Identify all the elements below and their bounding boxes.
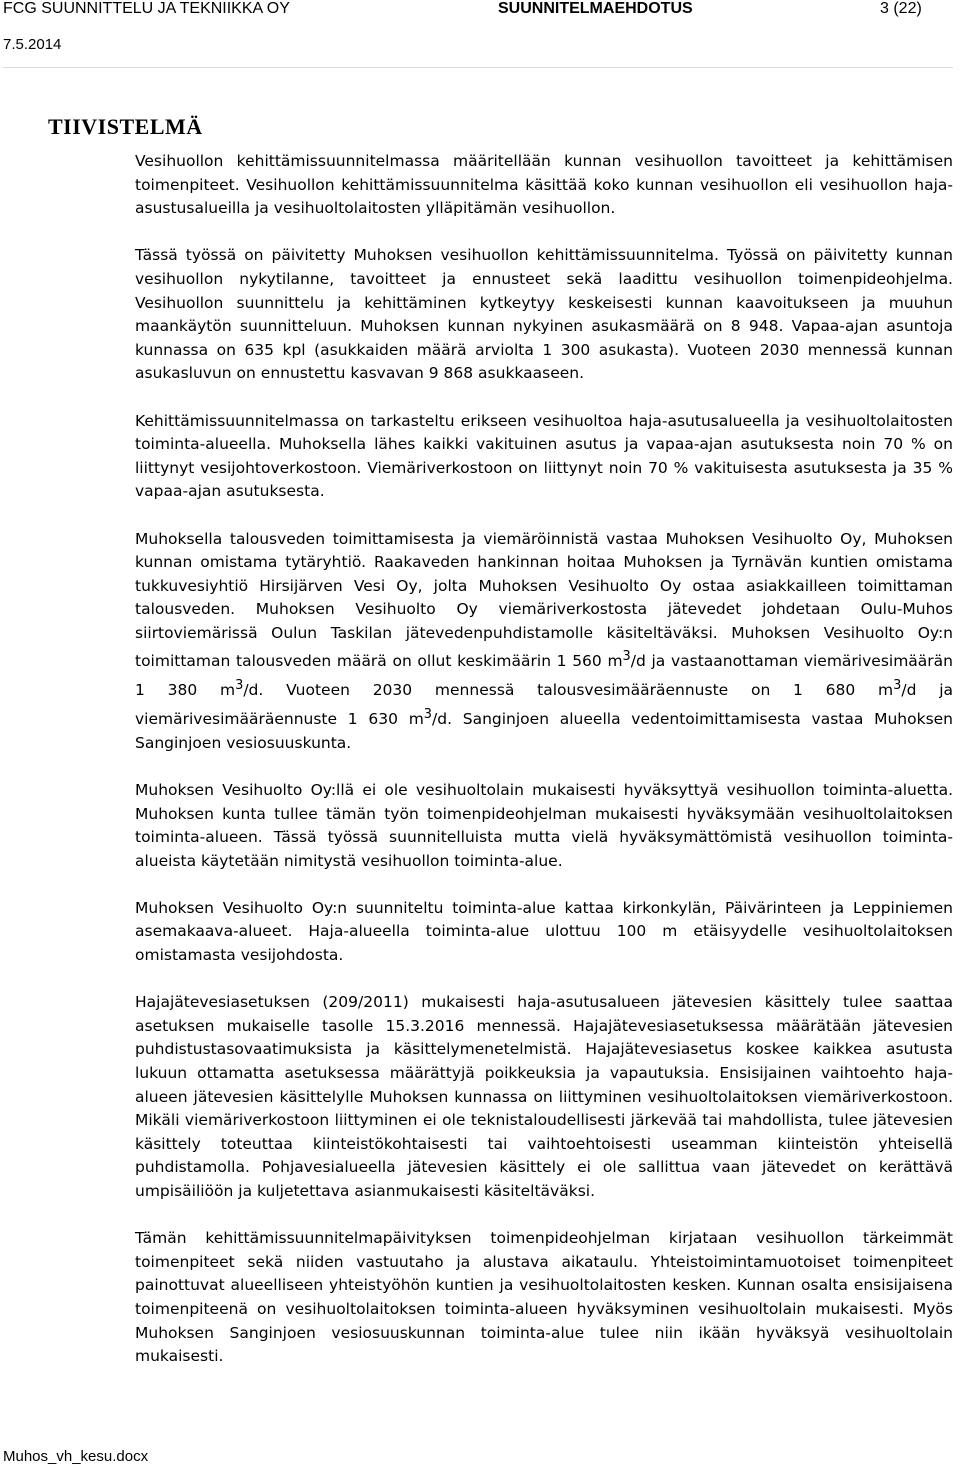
text-segment: /d. Sanginjoen alueella vedentoimittamisesta vastaa Muhoksen Sanginjoen vesiosuuskunta.	[135, 710, 953, 752]
paragraph: Tässä työssä on päivitetty Muhoksen vesihuollon kehittämissuunnitelma. Työssä on päivitetty kunnan vesihuollon nykytilanne, tavoitteet ja ennusteet sekä laadittu vesihuollon toimenpideohjelma. Vesihuollon suunnittelu ja kehittäminen kytkeytyy keskeisesti kunnan kaavoitukseen ja muuhun maankäytön suunnitteluun. Muhoksen kunnan nykyinen asukasmäärä on 8 948. Vapaa-ajan asuntoja kunnassa on 635 kpl (asukkaiden määrä arviolta 1 300 asukasta). Vuoteen 2030 mennessä kunnan asukasluvun on ennustettu kasvavan 9 868 asukkaaseen.	[135, 246, 953, 383]
paragraph: Muhoksen Vesihuolto Oy:llä ei ole vesihuoltolain mukaisesti hyväksyttyä vesihuollon toiminta-aluetta. Muhoksen kunta tullee tämän työn toimenpideohjelman mukaisesti hyväksymään vesihuoltolaitoksen toiminta-alueen. Tässä työssä suunnitelluista mutta vielä hyväksymättömistä vesihuollon toiminta-alueista käytetään nimitystä vesihuollon toiminta-alue.	[135, 780, 953, 870]
paragraph: Muhoksen Vesihuolto Oy:n suunniteltu toiminta-alue kattaa kirkonkylän, Päivärinteen ja Leppiniemen asemakaava-alueet. Haja-alueella toiminta-alue ulottuu 100 m etäisyydelle vesihuoltolaitoksen omistamasta vesijohdosta.	[135, 898, 953, 965]
text-segment: /d. Vuoteen 2030 mennessä talousvesimääräennuste on 1 680 m	[243, 681, 894, 700]
paragraph: Vesihuollon kehittämissuunnitelmassa määritellään kunnan vesihuollon tavoitteet ja kehittämisen toimenpiteet. Vesihuollon kehittämissuunnitelma käsittää koko kunnan vesihuollon eli vesihuollon haja-asustusalueilla ja vesihuoltolaitosten ylläpitämän vesihuollon.	[135, 152, 953, 218]
header-date: 7.5.2014	[3, 36, 62, 53]
header-page-number: 3 (22)	[880, 0, 922, 17]
superscript: 3	[622, 649, 631, 665]
text-segment: /d ja viemärivesimääräennuste 1 630 m	[135, 681, 954, 729]
body-text	[135, 150, 953, 1392]
header-divider	[3, 67, 953, 68]
header-document-type: SUUNNITELMAEHDOTUS	[498, 0, 693, 17]
superscript: 3	[235, 678, 244, 694]
paragraph: Tämän kehittämissuunnitelmapäivityksen toimenpideohjelman kirjataan vesihuollon tärkeimmät toimenpiteet sekä niiden vastuutaho ja alustava aikataulu. Yhteistoimintamuotoiset toimenpiteet painottuvat alueelliseen yhteistyöhön kuntien ja vesihuoltolaitosten kesken. Kunnan osalta ensisijaisena toimenpiteenä on vesihuoltolaitoksen toiminta-alueen hyväksyminen vesihuoltolain mukaisesti. Myös Muhoksen Sanginjoen vesiosuuskunnan toiminta-alue tulee niin ikään hyväksyä vesihuoltolain mukaisesti.	[135, 1229, 953, 1366]
header-company: FCG SUUNNITTELU JA TEKNIIKKA OY	[3, 0, 290, 17]
footer-filename: Muhos_vh_kesu.docx	[3, 1448, 149, 1465]
text-segment: Muhoksella talousveden toimittamisesta ja viemäröinnistä vastaa Muhoksen Vesihuolto Oy, Muhoksen kunnan omistama tytäryhtiö. Raakaveden hankinnan hoitaa Muhoksen ja Tyrnävän kuntien omistama tukkuvesiyhtiö Hirsijärven Vesi Oy, jolta Muhoksen Vesihuolto Oy ostaa asiakkailleen toimittaman talousveden. Muhoksen Vesihuolto Oy viemäriverkostosta jätevedet johdetaan Oulu-Muhos siirtoviemärissä Oulun Taskilan jätevedenpuhdistamolle käsiteltäväksi. Muhoksen Vesihuolto Oy:n toimittaman talousveden määrä on ollut keskimäärin 1 560 m	[135, 529, 953, 671]
superscript: 3	[893, 678, 902, 694]
paragraph: Kehittämissuunnitelmassa on tarkasteltu erikseen vesihuoltoa haja-asutusalueella ja vesihuoltolaitosten toiminta-alueella. Muhoksella lähes kaikki vakituinen asutus ja vapaa-ajan asutuksesta noin 70 % on liittynyt vesijohtoverkostoon. Viemäriverkostoon on liittynyt noin 70 % vakituisesta asutuksesta ja 35 % vapaa-ajan asutuksesta.	[135, 411, 953, 501]
paragraph: Hajajätevesiasetuksen (209/2011) mukaisesti haja-asutusalueen jätevesien käsittely tulee saattaa asetuksen mukaiselle tasolle 15.3.2016 mennessä. Hajajätevesiasetuksessa määrätään jätevesien puhdistustasovaatimuksista ja käsittelymenetelmistä. Hajajätevesiasetus koskee kaikkea asutusta lukuun ottamatta asetuksessa määrättyjä poikkeuksia ja vapautuksia. Ensisijainen vaihtoehto haja-alueen jätevesien käsittelylle Muhoksen kunnassa on liittyminen vesihuoltolaitoksen viemäriverkostoon. Mikäli viemäriverkostoon liittyminen ei ole teknistaloudellisesti järkevää tai mahdollista, tulee jätevesien käsittely toteuttaa kiinteistökohtaisesti tai vaihtoehtoisesti useamman kiinteistön yhteisellä puhdistamolla. Pohjavesialueella jätevesien käsittely ei ole sallittua vaan jätevedet on kerättävä umpisäiliöön ja kuljetettava asianmukaisesti käsiteltäväksi.	[135, 993, 953, 1200]
text-segment: /d ja vastaanottaman viemärivesimäärän 1 380 m	[135, 652, 953, 700]
superscript: 3	[423, 706, 433, 722]
section-title: TIIVISTELMÄ	[48, 114, 203, 139]
paragraph-with-units	[135, 528, 953, 756]
